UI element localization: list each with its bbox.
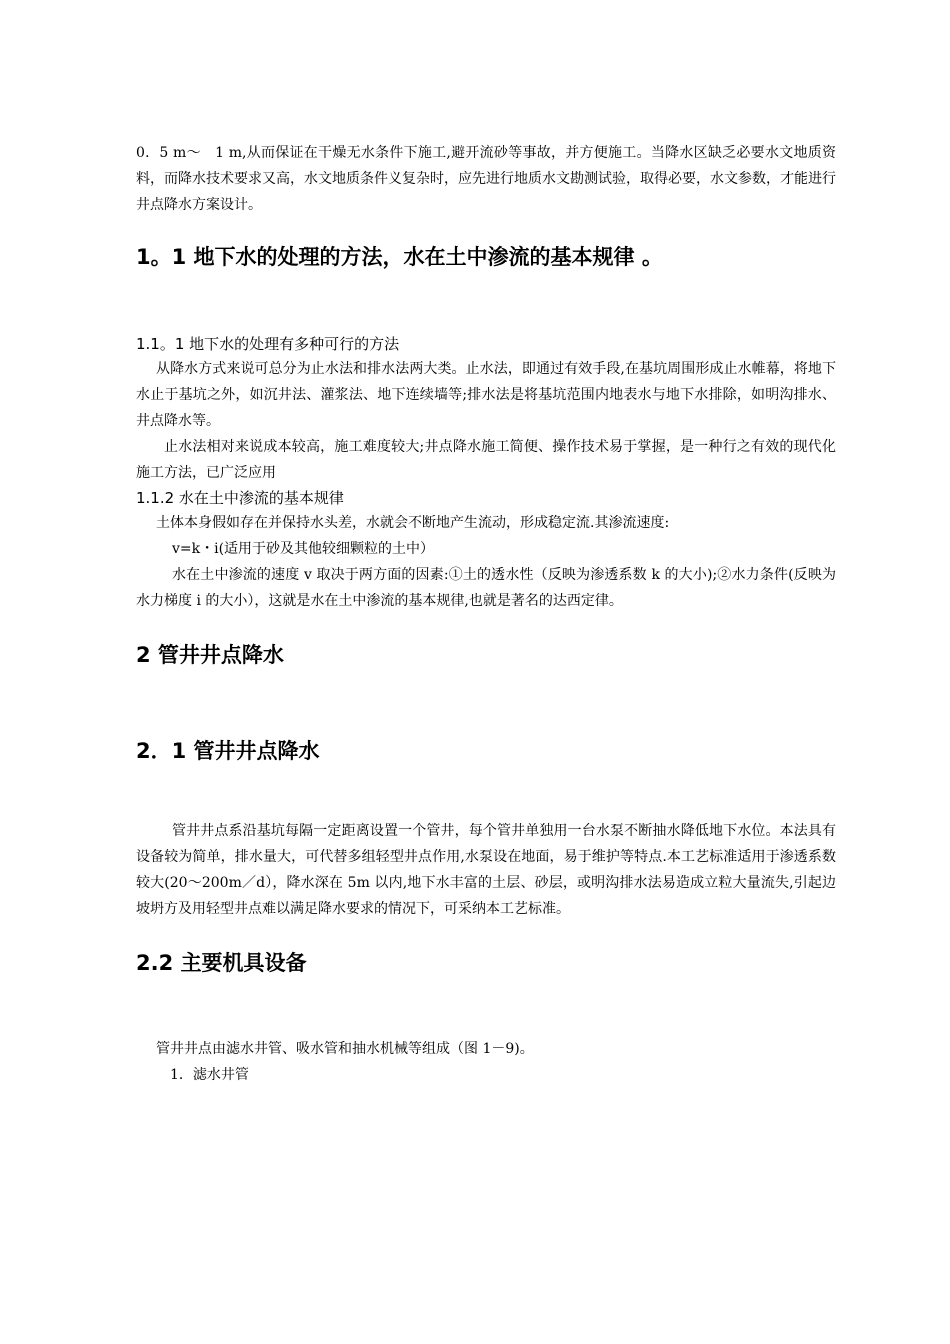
cost-paragraph: 止水法相对来说成本较高，施工难度较大;井点降水施工简便、操作技术易于掌握，是一种行之有效的现代化施工方法，已广泛应用 <box>136 439 836 481</box>
formula-paragraph: v=k・i(适用于砂及其他较细颗粒的土中） <box>172 541 435 557</box>
methods-paragraph: 从降水方式来说可总分为止水法和排水法两大类。止水法，即通过有效手段,在基坑周围形成止水帷幕，将地下水止于基坑之外，如沉井法、灌浆法、地下连续墙等;排水法是将基坑范围内地表水与地下水排除，如明沟排水、井点降水等。 <box>136 361 836 429</box>
heading-2: 2 管井井点降水 <box>136 643 284 667</box>
heading-2-2: 2.2 主要机具设备 <box>136 951 307 975</box>
document-body <box>136 140 836 1088</box>
well-paragraph: 管井井点系沿基坑每隔一定距离设置一个管井，每个管井单独用一台水泵不断抽水降低地下水位。本法具有设备较为简单，排水量大，可代替多组轻型井点作用,水泵设在地面，易于维护等特点.本工艺标准适用于渗透系数较大(20～200m／d），降水深在 5m 以内,地下水丰富的土层、砂层，或明沟排水法易造成立粒大量流失,引起边坡坍方及用轻型井点难以满足降水要求的情况下，可采纳本工艺标准。 <box>136 823 836 917</box>
equipment-paragraph: 管井井点由滤水井管、吸水管和抽水机械等组成（图 1－9)。 <box>156 1041 534 1057</box>
heading-1-1: 1。1 地下水的处理的方法，水在土中渗流的基本规律 。 <box>136 245 663 269</box>
heading-2-1: 2．1 管井井点降水 <box>136 739 320 763</box>
velocity-paragraph: 水在土中渗流的速度 v 取决于两方面的因素:①土的透水性（反映为渗透系数 k 的大小);②水力条件(反映为水力梯度 i 的大小），这就是水在土中渗流的基本规律,也就是著名的达西定律。 <box>136 567 836 609</box>
heading-1-1-1: 1.1。1 地下水的处理有多种可行的方法 <box>136 335 400 353</box>
heading-1-1-2: 1.1.2 水在土中渗流的基本规律 <box>136 489 344 507</box>
list-item-1: 1．滤水井管 <box>170 1067 249 1083</box>
intro-paragraph: 0．5 m～ 1 m,从而保证在干燥无水条件下施工,避开流砂等事故，并方便施工。当降水区缺乏必要水文地质资料，而降水技术要求又高，水文地质条件义复杂时，应先进行地质水文勘测试验，取得必要，水文参数，才能进行井点降水方案设计。 <box>136 145 836 213</box>
soil-paragraph: 土体本身假如存在并保持水头差，水就会不断地产生流动，形成稳定流.其渗流速度: <box>156 515 670 531</box>
